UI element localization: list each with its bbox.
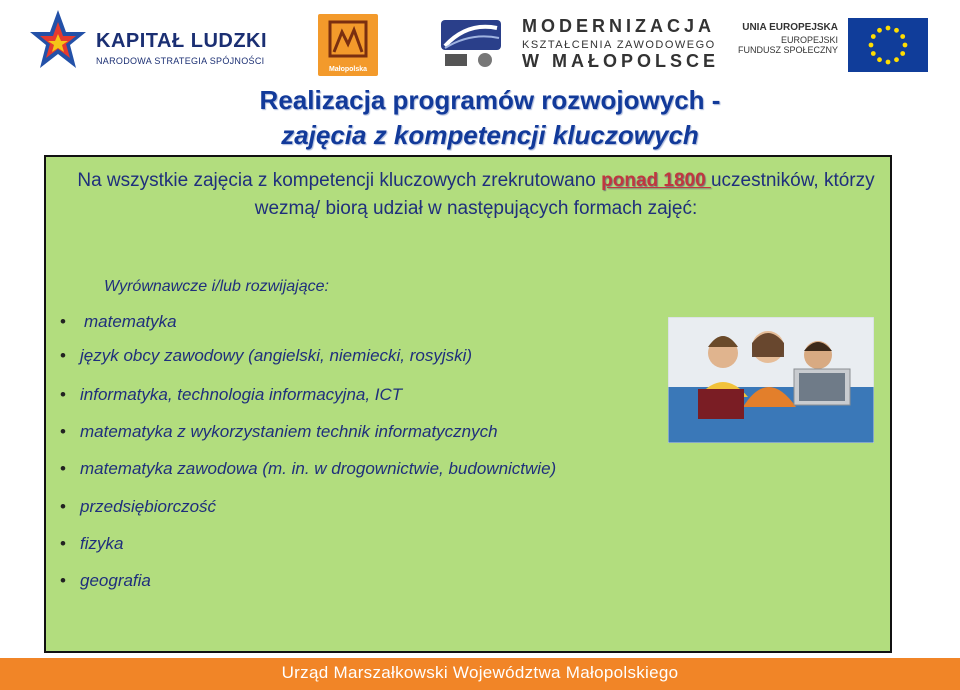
list-item <box>60 312 177 332</box>
eu-star-icon <box>871 51 876 56</box>
modernizacja-logo-text <box>522 16 719 72</box>
list-item <box>60 459 556 479</box>
eu-star-icon <box>894 57 899 62</box>
list-item-text: geografia <box>80 571 151 590</box>
footer-bar <box>0 658 960 690</box>
list-item <box>60 534 123 554</box>
bullet-icon: • <box>60 459 66 478</box>
eu-star-icon <box>886 26 891 31</box>
modernizacja-line3: W MAŁOPOLSCE <box>522 51 719 71</box>
ue-line2: EUROPEJSKI <box>780 35 838 45</box>
list-item <box>60 385 402 405</box>
kapital-ludzki-subtitle: NARODOWA STRATEGIA SPÓJNOŚCI <box>96 56 265 66</box>
bullet-icon: • <box>60 571 66 590</box>
list-item <box>60 422 498 442</box>
list-item-text: matematyka z wykorzystaniem technik informatycznych <box>80 422 498 441</box>
kapital-ludzki-title: KAPITAŁ LUDZKI <box>96 30 268 52</box>
participant-count-highlight: ponad 1800 <box>601 170 711 191</box>
ue-line3: FUNDUSZ SPOŁECZNY <box>737 45 838 55</box>
students-with-laptops-photo <box>668 317 874 443</box>
list-item-text: matematyka <box>84 312 177 331</box>
list-item-text: przedsiębiorczość <box>80 497 217 516</box>
ue-logo-text <box>730 22 838 55</box>
subheading: Wyrównawcze i/lub rozwijające: <box>104 278 329 295</box>
eu-star-icon <box>886 60 891 65</box>
intro-paragraph <box>76 167 876 223</box>
bullet-icon: • <box>60 312 66 331</box>
list-item-text: język obcy zawodowy (angielski, niemiecki, rosyjski) <box>80 346 473 365</box>
intro-text-after: uczestników, którzy wezmą/ biorą udział w następujących formach zajęć: <box>254 170 875 219</box>
intro-text-before: Na wszystkie zajęcia z kompetencji kluczowych zrekrutowano <box>77 170 602 191</box>
list-item-text: matematyka zawodowa (m. in. w drogownictwie, budownictwie) <box>80 459 557 478</box>
list-item-text: informatyka, technologia informacyjna, ICT <box>80 385 403 404</box>
list-item <box>60 571 151 591</box>
list-item <box>60 346 472 366</box>
malopolska-logo <box>318 14 378 76</box>
eu-star-icon <box>877 57 882 62</box>
page-title-line2: zajęcia z kompetencji kluczowych <box>281 120 699 150</box>
eu-flag-icon <box>848 18 928 72</box>
eu-star-icon <box>869 43 874 48</box>
modernizacja-line1: MODERNIZACJA <box>522 16 716 36</box>
eu-star-icon <box>900 51 905 56</box>
modernizacja-emblem-icon <box>437 18 505 70</box>
list-item <box>60 497 216 517</box>
malopolska-label: Małopolska <box>328 66 368 73</box>
logo-bar <box>0 0 960 82</box>
eu-star-icon <box>871 34 876 39</box>
bullet-icon: • <box>60 422 66 441</box>
eu-star-icon <box>903 43 908 48</box>
kapital-ludzki-star-icon <box>28 8 88 74</box>
eu-star-icon <box>900 34 905 39</box>
bullet-icon: • <box>60 385 66 404</box>
malopolska-emblem-icon <box>318 14 378 64</box>
footer-text: Urząd Marszałkowski Województwa Małopolskiego <box>281 663 679 682</box>
bullet-icon: • <box>60 497 66 516</box>
bullet-icon: • <box>60 534 66 553</box>
eu-star-icon <box>877 28 882 33</box>
bullet-icon: • <box>60 346 66 365</box>
list-item-text: fizyka <box>80 534 124 553</box>
content-box <box>44 155 892 653</box>
modernizacja-line2: KSZTAŁCENIA ZAWODOWEGO <box>522 39 716 51</box>
page-title-line1: Realizacja programów rozwojowych - <box>259 85 721 115</box>
eu-star-icon <box>894 28 899 33</box>
kapital-ludzki-logo <box>28 8 278 74</box>
ue-line1: UNIA EUROPEJSKA <box>742 22 838 33</box>
